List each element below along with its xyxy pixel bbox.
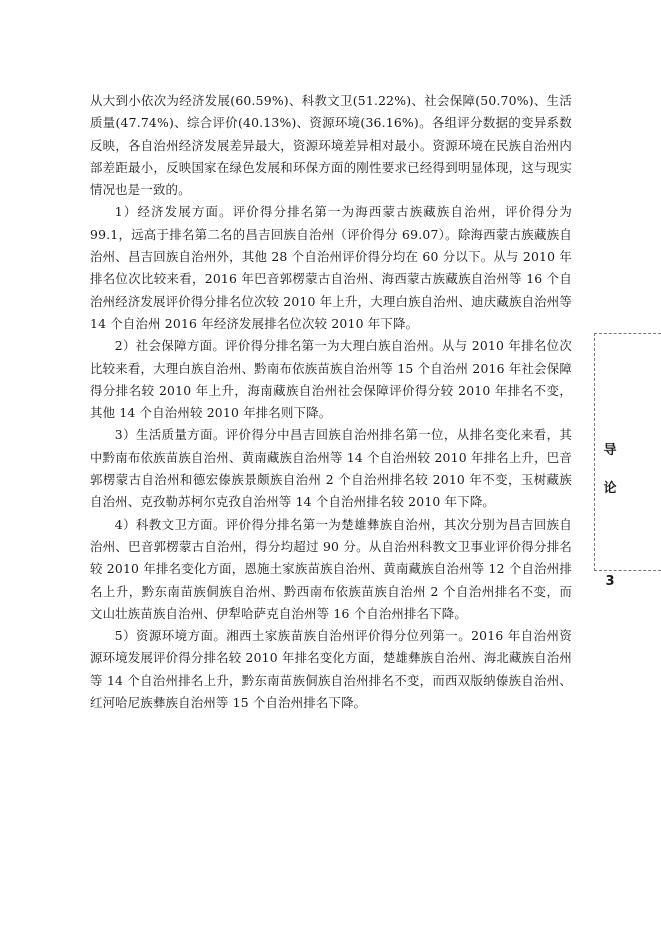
page-number: 3 <box>605 574 615 589</box>
paragraph-continuation: 从大到小依次为经济发展(60.59%)、科教文卫(51.22%)、社会保障(50.70%)、生活质量(47.74%)、综合评价(40.13%)、资源环境(36.16%)。各组评分数据的变异系数反映，各自治州经济发展差异最大，资源环境差异相对最小。资源环境在民族自治州内部差距最小，反映国家在绿色发展和环保方面的刚性要求已经得到明显体现，这与现实情况也是一致的。 <box>90 93 572 198</box>
side-tab-char-1: 导 <box>603 443 617 458</box>
side-tab-char-2: 论 <box>603 481 617 496</box>
paragraph-social-security: 2）社会保障方面。评价得分排名第一为大理白族自治州。从与 2010 年排名位次比较来看，大理白族自治州、黔南布依族苗族自治州等 15 个自治州 2016 年社会保障得分排名较 2010 年上升，海南藏族自治州社会保障评价得分较 2010 年排名不变，其他 14 个自治州较 2010 年排名则下降。 <box>90 338 572 421</box>
body-text <box>90 90 572 714</box>
paragraph-science-education: 4）科教文卫方面。评价得分排名第一为楚雄彝族自治州，其次分别为昌吉回族自治州、巴音郭楞蒙古自治州，得分均超过 90 分。从自治州科教文卫事业评价得分排名较 2010 年排名变化方面，恩施土家族苗族自治州、黄南藏族自治州等 12 个自治州排名上升，黔东南苗族侗族自治州、黔西南布依族苗族自治州 2 个自治州排名不变，而文山壮族苗族自治州、伊犁哈萨克自治州等 16 个自治州排名下降。 <box>90 516 572 621</box>
paragraph-economic-development: 1）经济发展方面。评价得分排名第一为海西蒙古族藏族自治州，评价得分为 99.1，远高于排名第二名的昌吉回族自治州（评价得分 69.07）。除海西蒙古族藏族自治州、昌吉回族自治州外，其他 28 个自治州评价得分均在 60 分以下。从与 2010 年排名位次比较来看，2016 年巴音郭楞蒙古自治州、海西蒙古族藏族自治州等 16 个自治州经济发展评价得分排名位次较 2010 年上升，大理白族自治州、迪庆藏族自治州等 14 个自治州 2016 年经济发展排名位次较 2010 年下降。 <box>90 204 572 331</box>
paragraph-resources-environment: 5）资源环境方面。湘西土家族苗族自治州评价得分位列第一。2016 年自治州资源环境发展评价得分排名较 2010 年排名变化方面，楚雄彝族自治州、海北藏族自治州等 14 个自治州排名上升，黔东南苗族侗族自治州排名不变，而西双版纳傣族自治州、红河哈尼族彝族自治州等 15 个自治州排名下降。 <box>90 628 572 711</box>
paragraph-quality-of-life: 3）生活质量方面。评价得分中昌吉回族自治州排名第一位，从排名变化来看，其中黔南布依族苗族自治州、黄南藏族自治州等 14 个自治州较 2010 年排名上升，巴音郭楞蒙古自治州和德宏傣族景颇族自治州 2 个自治州排名较 2010 年不变，玉树藏族自治州、克孜勒苏柯尔克孜自治州等 14 个自治州排名较 2010 年下降。 <box>90 427 572 510</box>
chapter-side-tab-label <box>600 432 620 508</box>
